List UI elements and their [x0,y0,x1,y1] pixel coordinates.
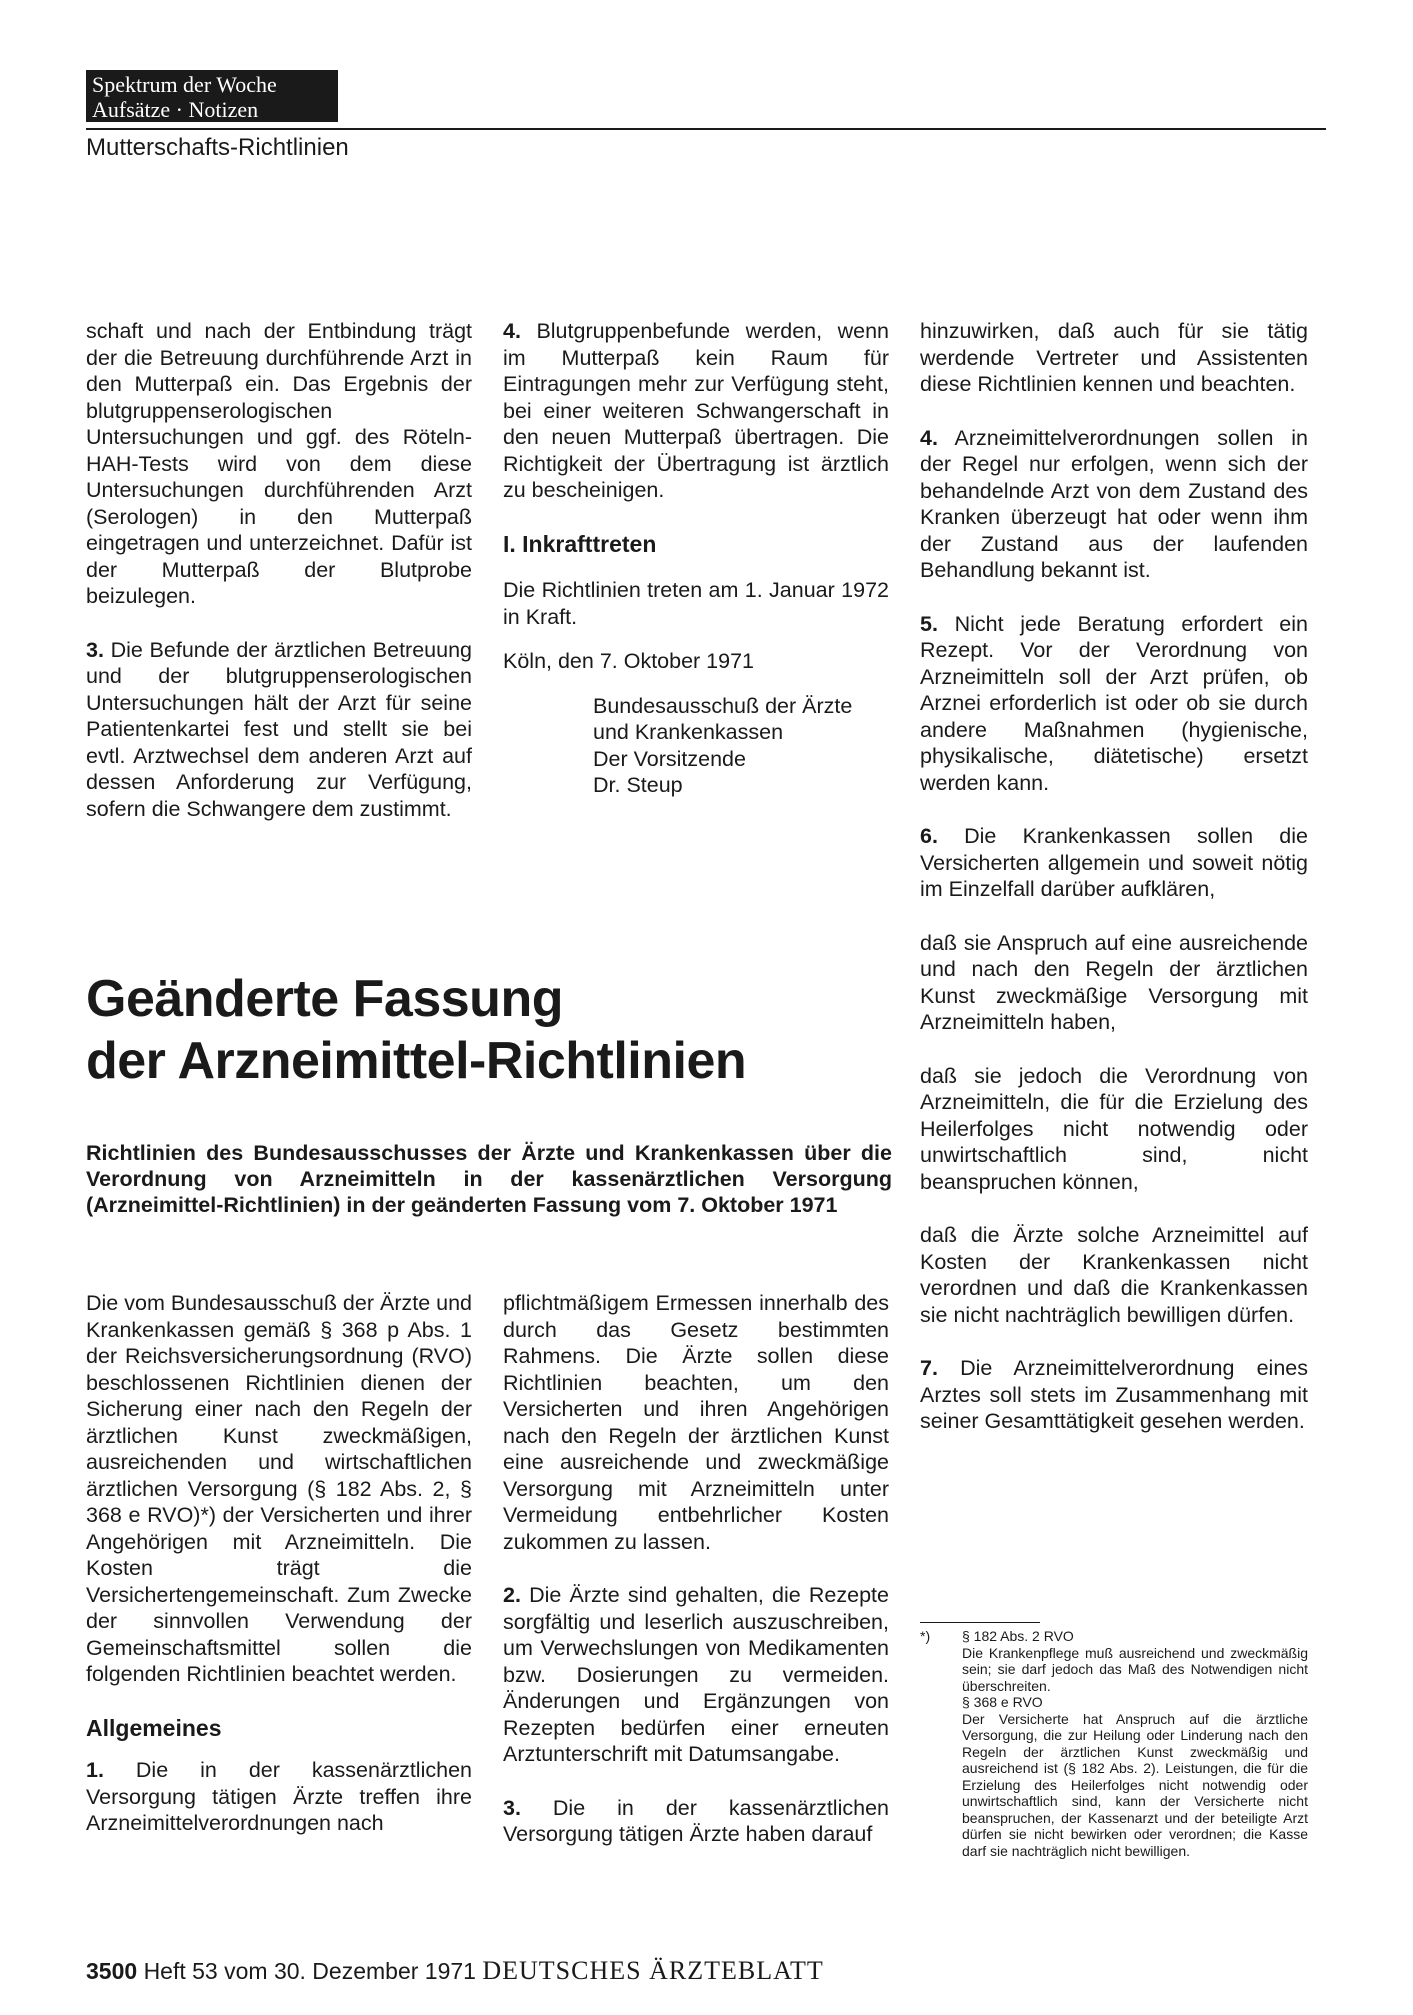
footnote-mark: *) [920,1628,931,1644]
paragraph-3 [503,1795,889,1848]
signature-block [593,693,889,799]
item-number: 5. [920,611,938,636]
item-number: 6. [920,824,938,848]
paragraph-1 [86,1757,472,1837]
paragraph: daß die Ärzte solche Arzneimittel auf Kosten der Krankenkassen nicht verordnen und daß die Krankenkassen sie nicht nachträglich bewilligen dürfen. [920,1223,1308,1327]
section-title: Mutterschafts-Richtlinien [86,134,349,161]
signature-line: Der Vorsitzende [593,746,746,771]
paragraph-text: Blutgruppenbefunde werden, wenn im Mutterpaß kein Raum für Eintragungen mehr zur Verfügung steht, bei einer weiteren Schwangerschaft in den neuen Mutterpaß übertragen. Die Richtigkeit der Übertragung ist ärztlich zu bescheinigen. [503,319,889,502]
paragraph: schaft und nach der Entbindung trägt der die Betreuung durchführende Arzt in den Mutterpaß ein. Das Ergebnis der blutgruppenserologischen Untersuchungen und ggf. des Röteln-HAH-Tests wird von dem diese Untersuchungen durchführenden Arzt (Serologen) in den Mutterpaß eingetragen und unterzeichnet. Dafür ist der Mutterpaß der Blutprobe beizulegen. [86,319,472,608]
item-number: 2. [503,1583,521,1607]
item-number: 3. [503,1795,521,1820]
paragraph-3 [86,637,472,823]
paragraph-5 [920,611,1308,797]
item-number: 4. [503,319,521,343]
paragraph-text: Die Arzneimittelverordnung eines Arztes soll stets im Zusammenhang mit seiner Gesamttätigkeit gesehen werden. [920,1356,1308,1433]
section-badge [86,70,338,122]
badge-line-2: Aufsätze · Notizen [92,97,259,122]
paragraph-text: Die Krankenkassen sollen die Versicherten allgemein und soweit nötig im Einzelfall darüber aufklären, [920,824,1308,901]
paragraph-6 [920,823,1308,903]
footnote-citation: § 182 Abs. 2 RVO [962,1628,1074,1644]
paragraph-4 [503,318,889,504]
footnote-citation: § 368 e RVO [962,1694,1043,1710]
item-number: 1. [86,1758,104,1782]
paragraph-text: Die in der kassenärztlichen Versorgung tätigen Ärzte treffen ihre Arzneimittelverordnungen nach [86,1758,472,1835]
header-rule [86,128,1326,130]
paragraph-2 [503,1582,889,1768]
right-column [920,318,1308,1435]
footnote-body [962,1628,1308,1859]
paragraph: daß sie jedoch die Verordnung von Arzneimitteln, die für die Erzielung des Heilerfolges nicht notwendig oder unwirtschaftlich sind, nicht beanspruchen können, [920,1063,1308,1194]
paragraph-text: Nicht jede Beratung erfordert ein Rezept. Vor der Verordnung von Arzneimitteln soll der Arzt prüfen, ob Arznei erforderlich ist oder ob sie durch andere Maßnahmen (hygienische, physikalische, diätetische) ersetzt werden kann. [920,611,1309,795]
paragraph-text: Die in der kassenärztlichen Versorgung tätigen Ärzte haben darauf [503,1795,889,1846]
article-title [86,968,746,1092]
item-number: 3. [86,637,104,662]
footnote-text: Die Krankenpflege muß ausreichend und zweckmäßig sein; sie darf jedoch das Maß des Notwendigen nicht überschreiten. [962,1644,1308,1694]
section-heading-allgemeines: Allgemeines [86,1714,222,1741]
signature-line: Bundesausschuß der Ärzte [593,693,853,718]
top-column-1 [86,318,472,822]
footnote-text: Der Versicherte hat Anspruch auf die ärztliche Versorgung, die zur Heilung oder Linderung nach den Regeln der ärztlichen Kunst zweckmäßig und ausreichend ist (§ 182 Abs. 2). Leistungen, die für die Erzielung des Heilerfolges nicht notwendig oder unwirtschaftlich sind, kann der Versicherte nicht beanspruchen, der Kassenarzt und der beteiligte Arzt dürfen sie nicht bewirken oder verordnen; die Kasse darf sie nachträglich nicht bewilligen. [962,1710,1308,1859]
section-heading-inkrafttreten: I. Inkrafttreten [503,530,657,557]
paragraph-4 [920,425,1308,584]
paragraph: hinzuwirken, daß auch für sie tätig werdende Vertreter und Assistenten diese Richtlinien kennen und beachten. [920,319,1308,396]
issue-info: Heft 53 vom 30. Dezember 1971 [143,1958,476,1984]
article-column-2 [503,1290,889,1848]
title-line-2: der Arzneimittel-Richtlinien [86,1032,747,1090]
title-line-1: Geänderte Fassung [86,970,563,1028]
page-number: 3500 [86,1958,138,1984]
top-column-2 [503,318,889,799]
item-number: 4. [920,425,938,450]
item-number: 7. [920,1356,938,1380]
place-date: Köln, den 7. Oktober 1971 [503,649,755,673]
signature-line: und Krankenkassen [593,720,784,744]
page-footer [86,1956,824,1986]
paragraph: daß sie Anspruch auf eine ausreichende und nach den Regeln der ärztlichen Kunst zweckmäßige Versorgung mit Arzneimitteln haben, [920,930,1308,1034]
footnote-rule [920,1622,1040,1623]
signature-name: Dr. Steup [593,773,683,797]
footnote [920,1628,1308,1859]
paragraph-text: Die Ärzte sind gehalten, die Rezepte sorgfältig und leserlich auszuschreiben, um Verwechslungen von Medikamenten bzw. Dosierungen zu vermeiden. Änderungen und Ergänzungen von Rezepten bedürfen einer erneuten Arztunterschrift mit Datumsangabe. [503,1583,889,1766]
article-column-1 [86,1290,472,1837]
magazine-name: DEUTSCHES ÄRZTEBLATT [482,1956,824,1985]
paragraph-text: Die Befunde der ärztlichen Betreuung und der blutgruppenserologischen Untersuchungen hält der Arzt für seine Patientenkartei fest und stellt sie bei evtl. Arztwechsel dem anderen Arzt auf dessen Anforderung zur Verfügung, sofern die Schwangere dem zustimmt. [86,637,472,821]
paragraph: pflichtmäßigem Ermessen innerhalb des durch das Gesetz bestimmten Rahmens. Die Ärzte sollen diese Richtlinien beachten, um den Versicherten und ihren Angehörigen nach den Regeln der ärztlichen Kunst eine ausreichende und zweckmäßige Versorgung mit Arzneimitteln unter Vermeidung entbehrlicher Kosten zukommen zu lassen. [503,1291,889,1554]
paragraph-text: Arzneimittelverordnungen sollen in der Regel nur erfolgen, wenn sich der behandelnde Arzt von dem Zustand des Kranken überzeugt hat oder wenn ihm der Zustand aus der laufenden Behandlung bekannt ist. [920,425,1308,582]
badge-line-1: Spektrum der Woche [92,72,277,97]
paragraph: Die Richtlinien treten am 1. Januar 1972 in Kraft. [503,578,889,629]
article-lead: Richtlinien des Bundesausschusses der Ärzte und Krankenkassen über die Verordnung von Arzneimitteln in der kassenärztlichen Versorgung (Arzneimittel-Richtlinien) in der geänderten Fassung vom 7. Oktober 1971 [86,1141,892,1217]
paragraph-7 [920,1355,1308,1435]
paragraph: Die vom Bundesausschuß der Ärzte und Krankenkassen gemäß § 368 p Abs. 1 der Reichsversicherungsordnung (RVO) beschlossenen Richtlinien dienen der Sicherung einer nach den Regeln der ärztlichen Kunst zweckmäßigen, ausreichenden und wirtschaftlichen ärztlichen Versorgung (§ 182 Abs. 2, § 368 e RVO)*) der Versicherten und ihrer Angehörigen mit Arzneimitteln. Die Kosten trägt die Versichertengemeinschaft. Zum Zwecke der sinnvollen Verwendung der Gemeinschaftsmittel sollen die folgenden Richtlinien beachtet werden. [86,1291,473,1686]
